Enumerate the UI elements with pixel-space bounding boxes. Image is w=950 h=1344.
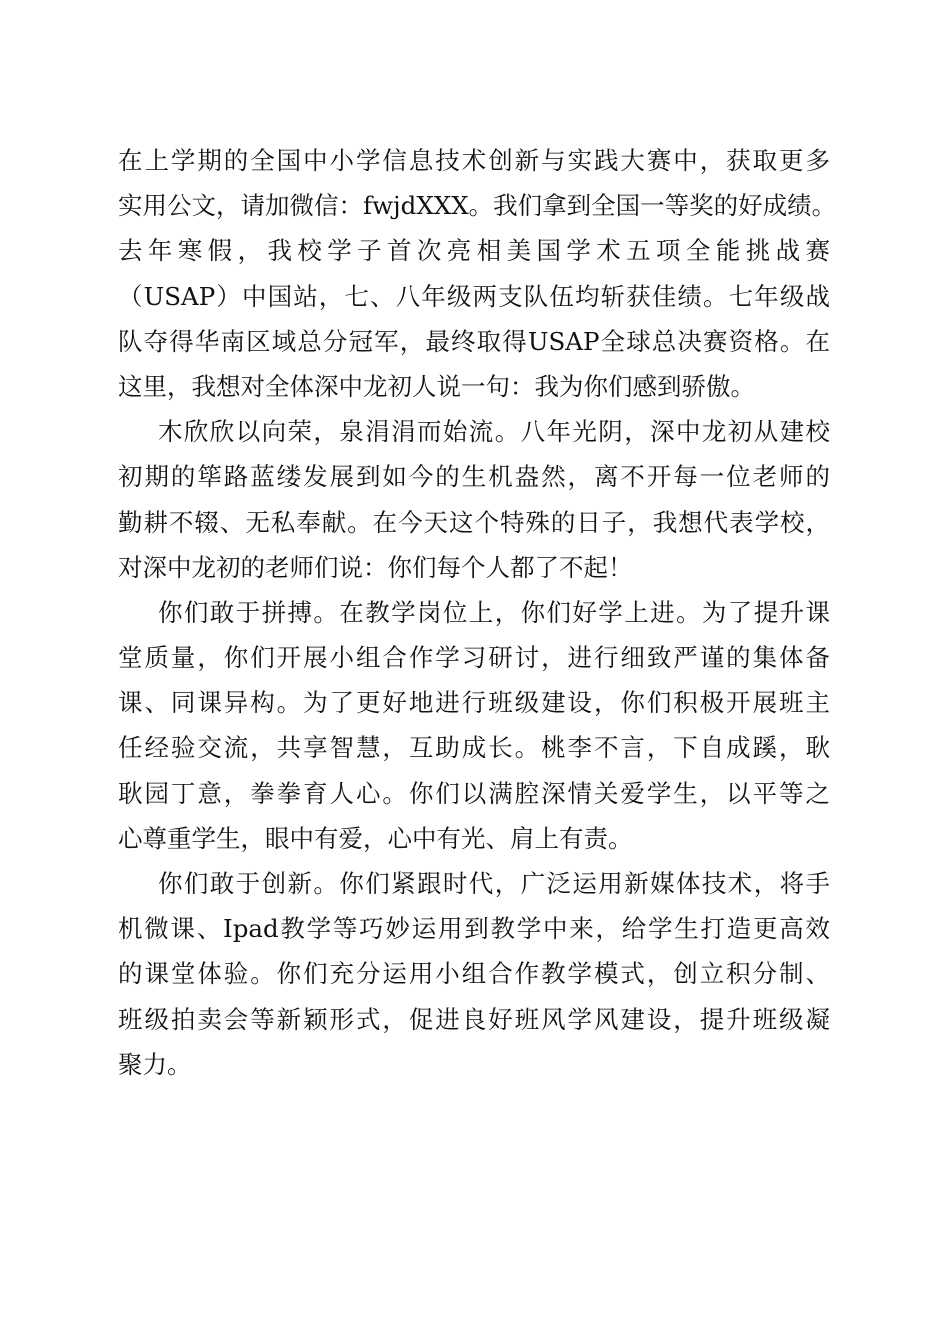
text-line: 在上学期的全国中小学信息技术创新与实践大赛中，获取更多	[118, 146, 830, 175]
paragraph-first-line: 你们敢于创新。你们紧跟时代，广泛运用新媒体技术，将手	[158, 869, 830, 898]
text-line: （USAP）中国站，七、八年级两支队伍均斩获佳绩。七年级战	[118, 281, 830, 311]
text-line: 队夺得华南区域总分冠军，最终取得USAP全球总决赛资格。在	[118, 326, 830, 356]
text-line: 心尊重学生，眼中有爱，心中有光、肩上有责。	[118, 823, 633, 853]
paragraph-first-line: 木欣欣以向荣，泉涓涓而始流。八年光阴，深中龙初从建校	[158, 417, 830, 447]
paragraph-first-line: 你们敢于拼搏。在教学岗位上，你们好学上进。为了提升课	[158, 597, 830, 627]
text-line: 耿园丁意，拳拳育人心。你们以满腔深情关爱学生，以平等之	[118, 778, 830, 808]
text-line: 堂质量，你们开展小组合作学习研讨，进行细致严谨的集体备	[118, 643, 830, 673]
text-line: 课、同课异构。为了更好地进行班级建设，你们积极开展班主	[118, 688, 830, 718]
body-text	[118, 138, 837, 1087]
text-line: 勤耕不辍、无私奉献。在今天这个特殊的日子，我想代表学校，	[118, 507, 830, 537]
text-line: 初期的筚路蓝缕发展到如今的生机盎然，离不开每一位老师的	[118, 462, 830, 492]
text-line: 任经验交流，共享智慧，互助成长。桃李不言，下自成蹊，耿	[118, 733, 830, 763]
text-line: 的课堂体验。你们充分运用小组合作教学模式，创立积分制、	[118, 959, 830, 989]
text-line: 去年寒假，我校学子首次亮相美国学术五项全能挑战赛	[118, 236, 830, 266]
text-line: 这里，我想对全体深中龙初人说一句：我为你们感到骄傲。	[118, 371, 755, 401]
text-line: 对深中龙初的老师们说：你们每个人都了不起！	[118, 552, 633, 582]
text-line: 实用公文，请加微信：fwjdXXX。我们拿到全国一等奖的好成绩。	[118, 191, 837, 221]
text-line: 聚力。	[118, 1049, 192, 1079]
text-line: 班级拍卖会等新颖形式，促进良好班风学风建设，提升班级凝	[118, 1004, 830, 1034]
text-line: 机微课、Ipad教学等巧妙运用到教学中来，给学生打造更高效	[118, 914, 830, 944]
